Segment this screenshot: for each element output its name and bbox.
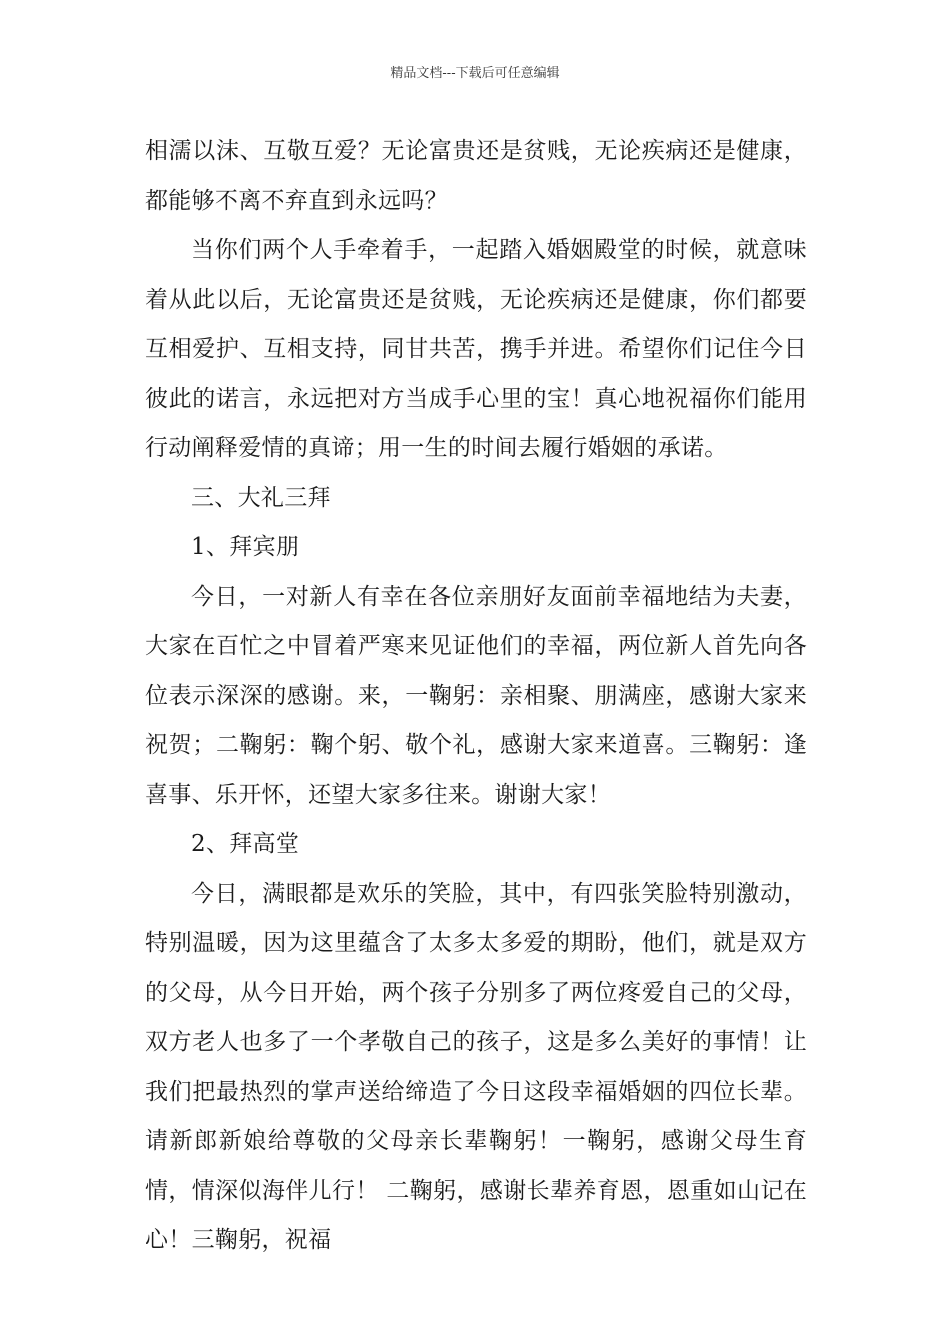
page-header: 精品文档---下载后可任意编辑 <box>390 66 560 81</box>
paragraph: 当你们两个人手牵着手，一起踏入婚姻殿堂的时候，就意味着从此以后，无论富贵还是贫贱，无论疾病还是健康，你们都要互相爱护、互相支持，同甘共苦，携手并进。希望你们记住今日彼此的诺言，永远把对方当成手心里的宝！真心地祝福你们能用行动阐释爱情的真谛；用一生的时间去履行婚姻的承诺。 <box>145 237 807 461</box>
paragraph: 今日，一对新人有幸在各位亲朋好友面前幸福地结为夫妻，大家在百忙之中冒着严寒来见证他们的幸福，两位新人首先向各位表示深深的感谢。来，一鞠躬：亲相聚、朋满座，感谢大家来祝贺；二鞠躬：鞠个躬、敬个礼，感谢大家来道喜。三鞠躬：逢喜事、乐开怀，还望大家多往来。谢谢大家！ <box>145 583 807 808</box>
subsection-heading: 1、拜宾朋 <box>191 534 300 560</box>
section-heading: 三、大礼三拜 <box>191 484 331 511</box>
paragraph: 相濡以沫、互敬互爱？无论富贵还是贫贱，无论疾病还是健康，都能够不离不弃直到永远吗？ <box>145 138 807 214</box>
paragraph: 今日，满眼都是欢乐的笑脸，其中，有四张笑脸特别激动，特别温暖，因为这里蕴含了太多太多爱的期盼，他们，就是双方的父母，从今日开始，两个孩子分别多了两位疼爱自己的父母，双方老人也多了一个孝敬自己的孩子，这是多么美好的事情！让我们把最热烈的掌声送给缔造了今日这段幸福婚姻的四位长辈。请新郎新娘给尊敬的父母亲长辈鞠躬！一鞠躬，感谢父母生育情，情深似海伴儿行！ 二鞠躬，感谢长辈养育恩，恩重如山记在心！三鞠躬，祝福 <box>145 880 807 1253</box>
document-body <box>145 127 807 1266</box>
subsection-heading: 2、拜高堂 <box>191 831 300 857</box>
